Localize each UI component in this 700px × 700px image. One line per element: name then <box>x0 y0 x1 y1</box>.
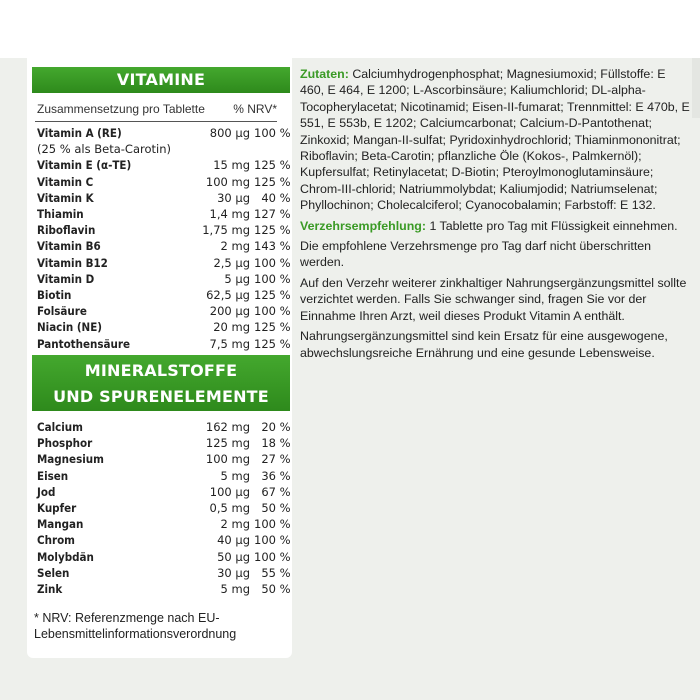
nutrient-amount: 0,5 mg <box>209 501 250 516</box>
nutrient-amount: 200 µg <box>209 304 250 319</box>
nutrient-amount: 100 µg <box>209 484 250 499</box>
nutrient-nrv: 100 % <box>254 517 291 532</box>
nutrient-name: Biotin <box>37 287 72 302</box>
nutrient-amount: 100 mg <box>205 174 250 189</box>
nutrient-amount: 125 mg <box>205 436 250 451</box>
nutrient-nrv: 100 % <box>254 271 291 286</box>
nutrient-amount: 1,75 mg <box>202 223 250 238</box>
ingredients-label: Zutaten: <box>300 67 349 81</box>
header-nrv: % NRV* <box>233 102 277 116</box>
nutrient-amount: 15 mg <box>213 158 250 173</box>
minerals-heading-line1: MINERALSTOFFE <box>84 361 238 380</box>
nutrient-name: Riboflavin <box>37 223 96 238</box>
nutrient-nrv: 55 % <box>261 565 291 580</box>
ingredients-text: Calciumhydrogenphosphat; Magnesiumoxid; Füllstoffe: E 460, E 464, E 1200; L-Ascorbinsäure; Kaliumchlorid; DL-alpha-Tocopherylacetat; Nicotinamid; Eisen-II-fumarat; Trennmittel: E 470b, E 551, E 553b, E 1202; Calciumcarbonat; Calcium-D-Pantothenat; Zinkoxid; Mangan-II-sulfat; Pyridoxinhydrochlorid; Thiaminmononitrat; Riboflavin; Beta-Carotin; pflanzliche Öle (Kokos-, Palmkernöl); Kupfersulfat; Retinylacetat; D-Biotin; Pteroylmonoglutaminsäure; Chrom-III-chlorid; Natriummolybdat; Kaliumjodid; Natriumselenat; Phyllochinon; Cholecalciferol; Cyanocobalamin; Farbstoff: E 132. <box>300 67 690 213</box>
nutrient-amount: 40 µg <box>217 533 250 548</box>
nutrient-name: Calcium <box>37 420 83 435</box>
nutrient-name: Vitamin C <box>37 174 94 189</box>
nutrient-amount: 2 mg <box>220 517 250 532</box>
nutrient-amount: 2 mg <box>220 239 250 254</box>
nutrient-amount: 2,5 µg <box>213 255 250 270</box>
nutrient-nrv: 40 % <box>261 190 291 205</box>
nutrient-row <box>37 532 291 548</box>
nutrient-nrv: 125 % <box>254 287 291 302</box>
dosage-paragraph <box>300 218 692 234</box>
nutrient-row <box>37 287 291 303</box>
nutrient-nrv: 100 % <box>254 255 291 270</box>
nutrient-nrv: 100 % <box>254 533 291 548</box>
nutrient-amount: 800 µg <box>209 126 250 141</box>
nutrient-row <box>37 222 291 238</box>
nutrient-row <box>37 516 291 532</box>
nutrient-nrv: 100 % <box>254 126 291 141</box>
nutrient-row <box>37 206 291 222</box>
nutrient-row <box>37 157 291 173</box>
nutrient-nrv: 67 % <box>261 484 291 499</box>
nutrient-nrv: 50 % <box>261 501 291 516</box>
nutrient-row <box>37 435 291 451</box>
nutrient-name: Pantothensäure <box>37 336 131 351</box>
nutrient-name: Chrom <box>37 533 75 548</box>
nutrient-nrv: 125 % <box>254 336 291 351</box>
nutrient-amount: 62,5 µg <box>206 287 250 302</box>
panel-edge <box>692 58 700 118</box>
nutrient-amount: 30 µg <box>217 190 250 205</box>
nutrient-nrv: 125 % <box>254 223 291 238</box>
nutrient-row <box>37 484 291 500</box>
nutrient-name: Phosphor <box>37 436 93 451</box>
nutrient-row <box>37 190 291 206</box>
nutrient-amount: 50 µg <box>217 549 250 564</box>
header-label: Zusammensetzung pro Tablette <box>37 102 205 116</box>
nutrient-row <box>37 255 291 271</box>
nutrient-nrv: 18 % <box>261 436 291 451</box>
nutrient-row <box>37 303 291 319</box>
nutrient-row <box>37 174 291 190</box>
nutrient-amount: 30 µg <box>217 565 250 580</box>
nutrient-row <box>37 271 291 287</box>
nutrient-name: Kupfer <box>37 501 77 516</box>
nutrient-row <box>37 419 291 435</box>
nutrient-name: Molybdän <box>37 549 94 564</box>
nutrient-row <box>37 565 291 581</box>
nutrient-amount: 5 µg <box>224 271 250 286</box>
nutrient-nrv: 125 % <box>254 174 291 189</box>
nutrient-name: Vitamin K <box>37 190 94 205</box>
nutrient-amount: 5 mg <box>220 468 250 483</box>
nutrient-nrv: 100 % <box>254 549 291 564</box>
zinc-notice: Auf den Verzehr weiterer zinkhaltiger Nahrungsergänzungsmittel sollte verzichtet werden. Falls Sie schwanger sind, fragen Sie vor der Einnahme Ihren Arzt, weil dieses Produkt Vitamin A enthält. <box>300 275 687 323</box>
nutrient-name: Vitamin E (α-TE) <box>37 158 132 173</box>
nutrient-name: Vitamin A (RE) <box>37 126 122 141</box>
nutrient-nrv: 125 % <box>254 320 291 335</box>
nutrient-name: Thiamin <box>37 207 84 222</box>
nutrient-row <box>37 238 291 254</box>
table-header <box>37 102 277 116</box>
nutrient-amount: 5 mg <box>220 581 250 596</box>
nutrient-name: Mangan <box>37 517 84 532</box>
nutrient-name: Eisen <box>37 468 69 483</box>
nutrient-amount: 162 mg <box>205 420 250 435</box>
nutrient-nrv: 50 % <box>261 581 291 596</box>
nutrient-row <box>37 468 291 484</box>
nutrient-row <box>37 125 291 141</box>
nutrient-nrv: 143 % <box>254 239 291 254</box>
vitamin-table <box>37 125 291 352</box>
header-divider <box>35 121 277 122</box>
dosage-text: 1 Tablette pro Tag mit Flüssigkeit einnehmen. <box>426 218 678 233</box>
nutrient-nrv: 20 % <box>261 420 291 435</box>
nutrient-nrv: 36 % <box>261 468 291 483</box>
nutrient-name: Selen <box>37 565 70 580</box>
nutrient-name: Niacin (NE) <box>37 320 103 335</box>
nutrient-nrv: 125 % <box>254 158 291 173</box>
nutrient-nrv: 27 % <box>261 452 291 467</box>
nutrient-name: Vitamin B6 <box>37 239 101 254</box>
nutrient-row <box>37 319 291 335</box>
nutrient-row <box>37 141 291 157</box>
nutrient-name: Folsäure <box>37 304 87 319</box>
nutrient-row <box>37 581 291 597</box>
vitamins-heading: VITAMINE <box>32 67 290 93</box>
mineral-table <box>37 419 291 597</box>
dosage-warning: Die empfohlene Verzehrsmenge pro Tag darf nicht überschritten werden. <box>300 239 652 270</box>
nutrient-amount: 1,4 mg <box>209 207 250 222</box>
nutrient-row <box>37 451 291 467</box>
nutrient-amount: 100 mg <box>205 452 250 467</box>
nutrient-name: Jod <box>37 484 56 499</box>
diet-notice: Nahrungsergänzungsmittel sind kein Ersatz für eine ausgewogene, abwechslungsreiche Ernährung und eine gesunde Lebensweise. <box>300 329 668 360</box>
dosage-label: Verzehrsempfehlung: <box>300 218 426 233</box>
nutrient-amount: 7,5 mg <box>209 336 250 351</box>
minerals-heading-line2: UND SPURENELEMENTE <box>53 387 269 406</box>
nutrient-row <box>37 549 291 565</box>
nutrient-name: Zink <box>37 581 63 596</box>
nutrient-name: Vitamin B12 <box>37 255 108 270</box>
nutrient-name: Magnesium <box>37 452 104 467</box>
nutrient-row <box>37 335 291 351</box>
nutrient-nrv: 100 % <box>254 304 291 319</box>
nutrient-amount: 20 mg <box>213 320 250 335</box>
nutrient-name: Vitamin D <box>37 271 95 286</box>
ingredients-paragraph <box>300 66 692 214</box>
nrv-footnote: * NRV: Referenzmenge nach EU-Lebensmittelinformationsverordnung <box>34 611 237 641</box>
nutrient-note: (25 % als Beta-Carotin) <box>37 142 171 157</box>
minerals-heading <box>32 355 290 411</box>
nutrient-nrv: 127 % <box>254 207 291 222</box>
info-text <box>300 66 692 365</box>
nutrient-row <box>37 500 291 516</box>
